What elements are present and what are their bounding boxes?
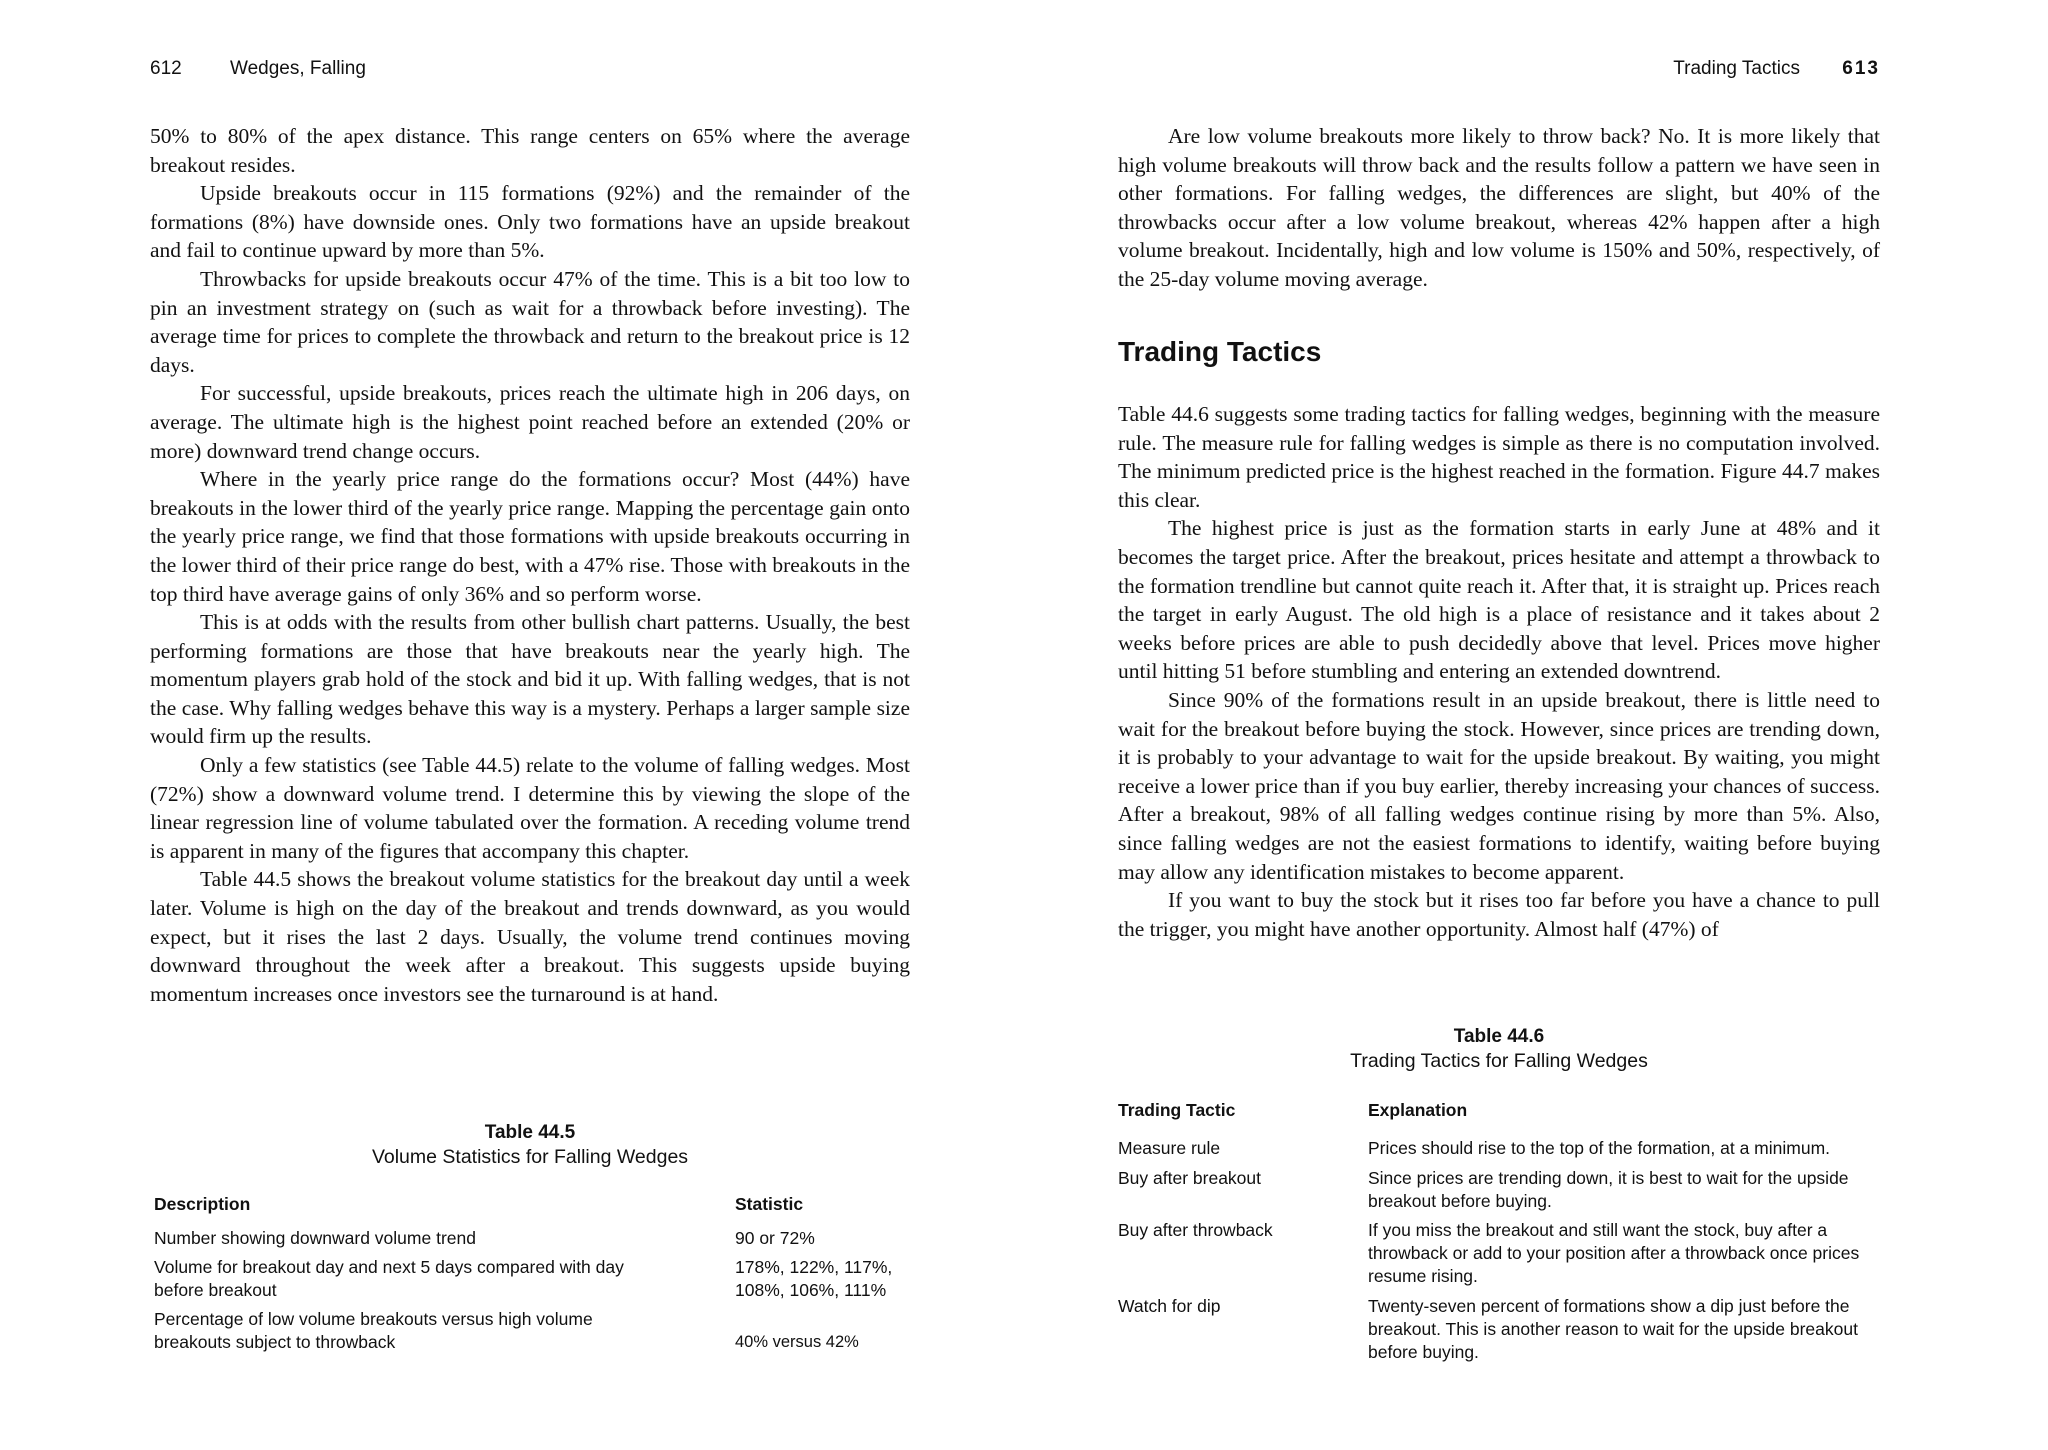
paragraph: This is at odds with the results from other bullish chart patterns. Usually, the best performing formations are those that have breakouts near the yearly high. The momentum players grab hold of the stock and bid it up. With falling wedges, that is not the case. Why falling wedges behave this way is a mystery. Perhaps a larger sample size would firm up the results.: [150, 610, 910, 749]
right-running-head: [1118, 58, 1880, 84]
table-row: [1118, 1167, 1880, 1219]
row-explanation: Twenty-seven percent of formations show a dip just before the breakout. This is another reason to wait for the upside breakout before buying.: [1368, 1296, 1858, 1362]
statistic-line: 178%, 122%, 117%,: [735, 1257, 893, 1277]
column-header-explanation: Explanation: [1368, 1100, 1468, 1120]
paragraph: For successful, upside breakouts, prices reach the ultimate high in 206 days, on average. The ultimate high is the highest point reached before an extended (20% or more) downward trend change occurs.: [150, 381, 910, 463]
table-row: [150, 1227, 910, 1256]
paragraph: Since 90% of the formations result in an upside breakout, there is little need to wait for the breakout before buying the stock. However, since prices are trending down, it is probably to your advantage to wait for the upside breakout. By waiting, you might receive a lower price than if you buy earlier, thereby increasing your chances of success. After a breakout, 98% of all falling wedges continue rising by more than 5%. Also, since falling wedges are not the easiest formations to identify, waiting before buying may allow any identification mistakes to become apparent.: [1118, 687, 1880, 884]
table-header-row: [150, 1193, 910, 1217]
table-caption: [150, 1121, 910, 1169]
paragraph: Table 44.6 suggests some trading tactics for falling wedges, beginning with the measure rule. The measure rule for falling wedges is simple as there is no computation involved. The minimum predicted price is the highest reached in the formation. Figure 44.7 makes this clear.: [1118, 402, 1880, 512]
paragraph: Table 44.5 shows the breakout volume statistics for the breakout day until a week later. Volume is high on the day of the breakout and trends downward, as you would expect, but it rises the last 2 days. Usually, the volume trend continues moving downward throughout the week after a breakout. This suggests upside buying momentum increases once investors see the turnaround is at hand.: [150, 867, 910, 1006]
table-44-6: [1118, 1025, 1880, 1371]
paragraph: The highest price is just as the formation starts in early June at 48% and it becomes the target price. After the breakout, prices hesitate and attempt a throwback to the formation trendline but cannot quite reach it. After that, it is straight up. Prices reach the target in early August. The old high is a place of resistance and it takes about 2 weeks before prices are able to push decidedly above that level. Prices move higher until hitting 51 before stumbling and entering an extended downtrend.: [1118, 516, 1880, 684]
table-row: [150, 1256, 910, 1308]
row-statistic: 40% versus 42%: [735, 1333, 859, 1351]
table-title: Trading Tactics for Falling Wedges: [1350, 1050, 1648, 1072]
left-running-title: Wedges, Falling: [230, 58, 366, 79]
row-description: Number showing downward volume trend: [154, 1228, 476, 1248]
row-statistic: 90 or 72%: [735, 1228, 815, 1248]
table-title: Volume Statistics for Falling Wedges: [371, 1146, 689, 1168]
paragraph: Only a few statistics (see Table 44.5) relate to the volume of falling wedges. Most (72%) show a downward volume trend. I determine this by viewing the slope of the linear regression line of volume tabulated over the formation. A receding volume trend is apparent in many of the figures that accompany this chapter.: [150, 753, 910, 863]
paragraph: Where in the yearly price range do the formations occur? Most (44%) have breakouts in the lower third of the yearly price range. Mapping the percentage gain onto the yearly price range, we find that those formations with upside breakouts occurring in the lower third of their price range do best, with a 47% rise. Those with breakouts in the top third have average gains of only 36% and so perform worse.: [150, 467, 910, 606]
table-44-5: [150, 1121, 910, 1360]
row-description: Volume for breakout day and next 5 days compared with day before breakout: [154, 1257, 624, 1300]
column-header-statistic: Statistic: [735, 1194, 804, 1214]
table-header-row: [1118, 1099, 1880, 1123]
right-page: [1118, 0, 1880, 1450]
right-running-title: Trading Tactics: [1673, 58, 1800, 79]
left-page: [150, 0, 910, 1450]
row-explanation: Prices should rise to the top of the formation, at a minimum.: [1368, 1138, 1831, 1158]
column-header-tactic: Trading Tactic: [1118, 1100, 1236, 1120]
paragraph: Upside breakouts occur in 115 formations (92%) and the remainder of the formations (8%) have downside ones. Only two formations have an upside breakout and fail to continue upward by more than 5%.: [150, 181, 910, 263]
row-tactic: Measure rule: [1118, 1138, 1221, 1158]
right-top-text: [1118, 122, 1880, 294]
row-description: Percentage of low volume breakouts versus high volume breakouts subject to throwback: [154, 1309, 593, 1352]
table-row: [1118, 1219, 1880, 1295]
left-page-number: 612: [150, 58, 182, 79]
paragraph: Are low volume breakouts more likely to throw back? No. It is more likely that high volume breakouts will throw back and the results follow a pattern we have seen in other formations. For falling wedges, the differences are slight, but 40% of the throwbacks occur after a low volume breakout, whereas 42% happen after a high volume breakout. Incidentally, high and low volume is 150% and 50%, respectively, of the 25-day volume moving average.: [1118, 124, 1880, 291]
row-tactic: Watch for dip: [1118, 1296, 1221, 1316]
table-row: [1118, 1137, 1880, 1167]
paragraph: Throwbacks for upside breakouts occur 47% of the time. This is a bit too low to pin an investment strategy on (such as wait for a throwback before investing). The average time for prices to complete the throwback and return to the breakout price is 12 days.: [150, 266, 910, 377]
right-body-text: [1118, 400, 1880, 943]
table-caption: [1118, 1025, 1880, 1073]
table-row: [1118, 1295, 1880, 1371]
paragraph: If you want to buy the stock but it rises too far before you have a chance to pull the trigger, you might have another opportunity. Almost half (47%) of: [1118, 888, 1880, 941]
row-tactic: Buy after throwback: [1118, 1220, 1273, 1240]
right-page-number: 613: [1842, 58, 1880, 79]
row-explanation: If you miss the breakout and still want the stock, buy after a throwback or add to your position after a throwback once prices resume rising.: [1368, 1220, 1860, 1286]
section-heading: Trading Tactics: [1118, 336, 1322, 367]
table-row: [150, 1308, 910, 1360]
column-header-description: Description: [154, 1194, 251, 1214]
table-number: Table 44.5: [484, 1122, 576, 1143]
paragraph: 50% to 80% of the apex distance. This range centers on 65% where the average breakout resides.: [150, 124, 910, 177]
table-number: Table 44.6: [1453, 1026, 1545, 1047]
left-running-head: [150, 58, 910, 84]
row-explanation: Since prices are trending down, it is best to wait for the upside breakout before buying.: [1368, 1168, 1849, 1211]
row-tactic: Buy after breakout: [1118, 1168, 1261, 1188]
left-body-text: [150, 122, 910, 1008]
statistic-line: 108%, 106%, 111%: [735, 1280, 887, 1300]
row-statistic: [735, 1256, 892, 1302]
